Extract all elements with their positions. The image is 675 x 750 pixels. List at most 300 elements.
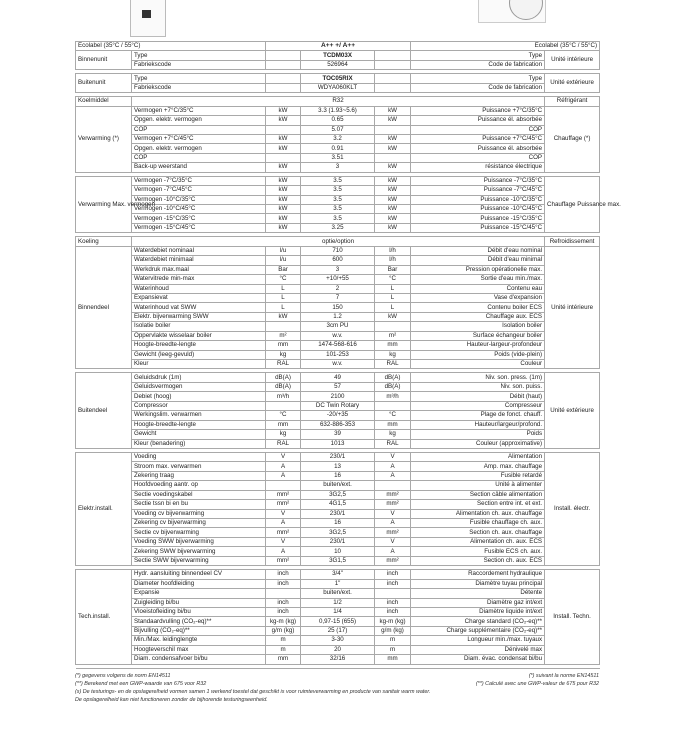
section-value: optie/option [132, 237, 545, 246]
param-label-nl: Expansievat [132, 293, 266, 302]
section-label-nl: Binnendeel [76, 246, 132, 369]
param-label-nl: Kleur [132, 360, 266, 369]
spec-row [76, 411, 600, 420]
param-label-fr: Puissance él. absorbée [411, 144, 545, 153]
param-value: 3-30 [301, 636, 375, 645]
param-label-fr: Pression opérationelle max. [411, 265, 545, 274]
unit-nl: kW [266, 223, 301, 232]
param-label-nl: Vermogen -15°C/35°C [132, 214, 266, 223]
spec-row [76, 116, 600, 125]
param-value: 3.5 [301, 195, 375, 204]
section-label-nl: Binnenunit [76, 51, 132, 70]
ecolabel-value: A++ +/ A++ [266, 42, 411, 51]
unit-nl: inch [266, 579, 301, 588]
param-label-nl: Hoofdvoeding aantr. op [132, 481, 266, 490]
spec-row [76, 134, 600, 143]
param-value: 710 [301, 246, 375, 255]
spec-row [76, 284, 600, 293]
param-label-fr: Puissance -15°C/35°C [411, 214, 545, 223]
note-3: (s) De testurings- en de opslagerelheid vormen samen 1 werkend toestel dat geschikt is voor ruimteverwarming en producte van sanitair warm water. [75, 689, 431, 695]
section-label-nl: Tech.install. [76, 570, 132, 664]
param-value: 632-886-353 [301, 420, 375, 429]
spec-row [76, 528, 600, 537]
spec-row [76, 607, 600, 616]
unit-fr: °C [375, 411, 411, 420]
param-label-nl: Diam. condensafvoer bi/bu [132, 655, 266, 664]
spec-row [76, 430, 600, 439]
param-value: -20/+35 [301, 411, 375, 420]
param-label-nl: Bijvulling (CO₂-eq)** [132, 626, 266, 635]
unit-fr: l/h [375, 246, 411, 255]
param-label-fr: Alimentation ch. aux. ECS [411, 537, 545, 546]
param-label-nl: Min./Max. leidinglengte [132, 636, 266, 645]
param-value: 3G1,5 [301, 556, 375, 565]
unit-nl: kW [266, 163, 301, 172]
param-label-fr: Détente [411, 589, 545, 598]
param-label-fr: Chauffage aux. ECS [411, 312, 545, 321]
unit-fr [375, 401, 411, 410]
unit-fr: kW [375, 176, 411, 185]
unit-fr: g/m (kg) [375, 626, 411, 635]
param-label-nl: Gewicht [132, 430, 266, 439]
section-label-fr: Install. électr. [545, 452, 600, 565]
spec-row [76, 256, 600, 265]
unit-fr: kW [375, 144, 411, 153]
unit-nl: Bar [266, 265, 301, 274]
param-value: 3cm PU [301, 322, 375, 331]
param-value: 1.2 [301, 312, 375, 321]
param-label-fr: Section ch. aux. ECS [411, 556, 545, 565]
unit-fr: A [375, 519, 411, 528]
unit-fr [375, 153, 411, 162]
param-label-nl: Voeding [132, 452, 266, 461]
unit-nl: kg [266, 350, 301, 359]
param-value: buiten/ext. [301, 589, 375, 598]
param-label-fr: Niv. son. puiss. [411, 382, 545, 391]
param-value: 150 [301, 303, 375, 312]
unit-fr: mm [375, 655, 411, 664]
param-value: 1/4 [301, 607, 375, 616]
spec-row [76, 153, 600, 162]
section-label-nl: Verwarming (*) [76, 106, 132, 172]
param-label-nl: Fabriekscode [132, 83, 266, 92]
param-label-fr: Couleur [411, 360, 545, 369]
spec-row [76, 570, 600, 579]
param-value: 2 [301, 284, 375, 293]
unit-nl: kW [266, 134, 301, 143]
unit-nl [266, 60, 301, 69]
unit-fr [375, 481, 411, 490]
spec-row [76, 509, 600, 518]
param-label-nl: Voeding cv bijverwarming [132, 509, 266, 518]
unit-fr: mm² [375, 528, 411, 537]
spec-row [76, 205, 600, 214]
spec-row [76, 60, 600, 69]
param-label-nl: Zekering cv bijverwarming [132, 519, 266, 528]
section-label-nl: Elektr.install. [76, 452, 132, 565]
param-label-nl: Vermogen -10°C/35°C [132, 195, 266, 204]
unit-nl: kg-m (kg) [266, 617, 301, 626]
unit-fr: kW [375, 195, 411, 204]
unit-fr [375, 83, 411, 92]
param-label-fr: COP [411, 125, 545, 134]
unit-fr: inch [375, 570, 411, 579]
outdoor-unit-photo [478, 0, 546, 23]
unit-nl: L [266, 303, 301, 312]
section-label-fr: Chauffage (*) [545, 106, 600, 172]
spec-row [76, 186, 600, 195]
unit-nl: L [266, 284, 301, 293]
param-label-fr: Fusible retardé [411, 471, 545, 480]
unit-fr: kW [375, 163, 411, 172]
param-label-nl: Hoogte-breedte-lengte [132, 420, 266, 429]
param-value: 600 [301, 256, 375, 265]
unit-fr: mm² [375, 490, 411, 499]
param-value: 1/2 [301, 598, 375, 607]
section-gap [76, 664, 600, 668]
param-label-fr: Alimentation ch. aux. chauffage [411, 509, 545, 518]
spec-row [76, 636, 600, 645]
spec-row [76, 322, 600, 331]
param-label-fr: Couleur (approximative) [411, 439, 545, 448]
param-value: 13 [301, 462, 375, 471]
param-value: 39 [301, 430, 375, 439]
spec-row [76, 382, 600, 391]
unit-nl: V [266, 537, 301, 546]
spec-row [76, 655, 600, 664]
param-label-nl: Zekering SWW bijverwarming [132, 547, 266, 556]
footnotes [75, 672, 599, 704]
gap-cell [76, 664, 600, 668]
spec-row [76, 500, 600, 509]
unit-nl: °C [266, 411, 301, 420]
unit-nl: A [266, 462, 301, 471]
param-label-nl: Sectie cv bijverwarming [132, 528, 266, 537]
section-label-fr: Unité intérieure [545, 246, 600, 369]
param-value: buiten/ext. [301, 481, 375, 490]
unit-nl: kW [266, 176, 301, 185]
param-value: 16 [301, 519, 375, 528]
param-label-fr: Puissance -7°C/45°C [411, 186, 545, 195]
spec-row [76, 74, 600, 83]
param-label-nl: Hoogte-breedte-lengte [132, 341, 266, 350]
spec-row [76, 303, 600, 312]
param-value: 3G2,5 [301, 528, 375, 537]
spec-row [76, 617, 600, 626]
unit-fr: V [375, 452, 411, 461]
unit-fr: kg [375, 350, 411, 359]
unit-fr: L [375, 284, 411, 293]
param-value: 3.3 (1.93~5.6) [301, 106, 375, 115]
section-label-fr: Unité extérieure [545, 373, 600, 449]
unit-nl: kW [266, 106, 301, 115]
spec-row [76, 331, 600, 340]
section-label-fr: Unité extérieure [545, 74, 600, 93]
unit-nl: RAL [266, 439, 301, 448]
spec-row [76, 598, 600, 607]
param-value: 25 (17) [301, 626, 375, 635]
unit-nl: kW [266, 312, 301, 321]
param-label-fr: Type [411, 51, 545, 60]
unit-nl [266, 401, 301, 410]
param-label-fr: COP [411, 153, 545, 162]
note-2-nl: (**) Berekend met een GWP-waarde van 675 voor R32 [75, 681, 207, 687]
section-label-nl: Buitendeel [76, 373, 132, 449]
unit-nl: dB(A) [266, 373, 301, 382]
param-value: TCDM03X [301, 51, 375, 60]
param-label-fr: Section ch. aux. chauffage [411, 528, 545, 537]
section-label-fr: Unité intérieure [545, 51, 600, 70]
spec-row [76, 589, 600, 598]
spec-row [76, 51, 600, 60]
unit-nl: mm [266, 655, 301, 664]
param-label-fr: Isolation boiler [411, 322, 545, 331]
param-value: 230/1 [301, 509, 375, 518]
unit-fr [375, 589, 411, 598]
note-2-fr: (**) Calculé avec une GWP-valeur de 675 pour R32 [475, 681, 599, 687]
param-label-nl: Watervitrede min-max [132, 275, 266, 284]
unit-fr: mm² [375, 556, 411, 565]
unit-fr: V [375, 537, 411, 546]
param-label-fr: Code de fabrication [411, 83, 545, 92]
param-label-nl: Vermogen +7°C/35°C [132, 106, 266, 115]
param-label-nl: Vloeistofleiding bi/bu [132, 607, 266, 616]
unit-fr: inch [375, 607, 411, 616]
unit-fr [375, 125, 411, 134]
param-value: 5.07 [301, 125, 375, 134]
section-value: R32 [132, 97, 545, 106]
param-label-fr: Puissance él. absorbée [411, 116, 545, 125]
unit-fr: inch [375, 579, 411, 588]
param-value: 49 [301, 373, 375, 382]
unit-fr: A [375, 471, 411, 480]
spec-row [76, 420, 600, 429]
param-label-fr: Contenu eau [411, 284, 545, 293]
param-value: 2100 [301, 392, 375, 401]
param-value: 3 [301, 163, 375, 172]
param-value: WDYA060KLT [301, 83, 375, 92]
param-label-fr: Amp. max. chauffage [411, 462, 545, 471]
param-label-nl: Stroom max. verwarmen [132, 462, 266, 471]
section-row [76, 97, 600, 106]
param-value: 57 [301, 382, 375, 391]
spec-row [76, 350, 600, 359]
unit-fr: A [375, 547, 411, 556]
ecolabel-row [76, 42, 600, 51]
unit-fr: kW [375, 186, 411, 195]
param-label-nl: Standaardvulling (CO₂-eq)** [132, 617, 266, 626]
param-label-nl: Waterinhoud [132, 284, 266, 293]
param-label-fr: Code de fabrication [411, 60, 545, 69]
param-label-fr: Puissance -10°C/45°C [411, 205, 545, 214]
unit-fr: L [375, 303, 411, 312]
unit-nl: V [266, 509, 301, 518]
param-label-nl: Elektr. bijverwarming SWW [132, 312, 266, 321]
param-value: w.v. [301, 331, 375, 340]
spec-row [76, 223, 600, 232]
indoor-unit-photo [130, 0, 166, 37]
unit-fr: RAL [375, 360, 411, 369]
param-value: 0,97-15 (655) [301, 617, 375, 626]
unit-nl: A [266, 547, 301, 556]
spec-row [76, 144, 600, 153]
param-value: 1" [301, 579, 375, 588]
param-label-fr: Section câble alimentation [411, 490, 545, 499]
spec-row [76, 246, 600, 255]
param-label-fr: Diamètre gaz int/ext [411, 598, 545, 607]
section-label-nl: Verwarming Max. vermogen [76, 176, 132, 233]
param-label-fr: Diam. évac. condensat bi/bu [411, 655, 545, 664]
spec-row [76, 214, 600, 223]
unit-fr: °C [375, 275, 411, 284]
param-label-nl: Zuigleiding bi/bu [132, 598, 266, 607]
unit-fr [375, 51, 411, 60]
param-label-nl: Vermogen -10°C/45°C [132, 205, 266, 214]
param-label-fr: Plage de fonct. chauff. [411, 411, 545, 420]
param-label-nl: Gewicht (leeg-gevuld) [132, 350, 266, 359]
unit-fr: mm² [375, 500, 411, 509]
unit-nl: dB(A) [266, 382, 301, 391]
param-label-fr: Débit (haut) [411, 392, 545, 401]
unit-nl: kg [266, 430, 301, 439]
param-value: 3.51 [301, 153, 375, 162]
param-value: 3.5 [301, 186, 375, 195]
unit-nl: mm [266, 341, 301, 350]
spec-row [76, 312, 600, 321]
spec-row [76, 547, 600, 556]
param-label-fr: Contenu boiler ECS [411, 303, 545, 312]
unit-fr: kW [375, 134, 411, 143]
param-label-fr: Section entre int. et ext. [411, 500, 545, 509]
param-label-nl: Vermogen +7°C/45°C [132, 134, 266, 143]
param-value: 1474-568-616 [301, 341, 375, 350]
section-label-fr: Réfrigérant [545, 97, 600, 106]
param-label-fr: Hauteur/largeur/profond. [411, 420, 545, 429]
unit-nl [266, 153, 301, 162]
spec-row [76, 125, 600, 134]
spec-row [76, 537, 600, 546]
param-value: 3.5 [301, 176, 375, 185]
spec-row [76, 439, 600, 448]
unit-nl [266, 74, 301, 83]
param-label-fr: Puissance -7°C/35°C [411, 176, 545, 185]
param-label-nl: Geluidsdruk (1m) [132, 373, 266, 382]
param-label-nl: Debiet (hoog) [132, 392, 266, 401]
unit-nl: V [266, 452, 301, 461]
param-label-nl: Opgen. elektr. vermogen [132, 116, 266, 125]
unit-nl: mm² [266, 556, 301, 565]
param-label-fr: Surface échangeur boiler [411, 331, 545, 340]
param-label-fr: Diamètre liquide int/ext [411, 607, 545, 616]
spec-row [76, 176, 600, 185]
unit-nl [266, 51, 301, 60]
spec-row [76, 265, 600, 274]
param-value: 3 [301, 265, 375, 274]
unit-nl [266, 322, 301, 331]
param-label-fr: Débit d'eau minimal [411, 256, 545, 265]
unit-fr: V [375, 509, 411, 518]
param-label-nl: Fabriekscode [132, 60, 266, 69]
unit-nl: kW [266, 144, 301, 153]
unit-nl: g/m (kg) [266, 626, 301, 635]
spec-row [76, 462, 600, 471]
param-label-fr: Diamètre tuyau principal [411, 579, 545, 588]
param-label-nl: Hoogteverschil max [132, 645, 266, 654]
unit-nl [266, 83, 301, 92]
param-label-fr: Sortie d'eau min./max. [411, 275, 545, 284]
note-4: De opslagerelheid kan niet functioneren zonder de bijhorende testuringseenheid. [75, 697, 268, 703]
note-1-fr: (*) suivant la norme EN14511 [528, 673, 599, 679]
unit-nl: m [266, 645, 301, 654]
param-label-nl: COP [132, 153, 266, 162]
section-label-nl: Buitenunit [76, 74, 132, 93]
unit-fr: kW [375, 214, 411, 223]
param-label-nl: Type [132, 51, 266, 60]
unit-fr: L [375, 293, 411, 302]
param-value: 10 [301, 547, 375, 556]
param-value: 4G1,5 [301, 500, 375, 509]
param-label-nl: Type [132, 74, 266, 83]
param-value: 526964 [301, 60, 375, 69]
unit-nl: kW [266, 186, 301, 195]
unit-nl: RAL [266, 360, 301, 369]
unit-fr: inch [375, 598, 411, 607]
unit-nl: kW [266, 205, 301, 214]
spec-row [76, 471, 600, 480]
unit-nl: inch [266, 607, 301, 616]
param-label-nl: Opgen. elektr. vermogen [132, 144, 266, 153]
unit-fr: mm [375, 341, 411, 350]
param-label-fr: Charge supplémentaire (CO₂-eq)** [411, 626, 545, 635]
param-label-fr: Compresseur [411, 401, 545, 410]
param-label-nl: Zekering traag [132, 471, 266, 480]
spec-row [76, 275, 600, 284]
spec-row [76, 293, 600, 302]
spec-row [76, 373, 600, 382]
unit-nl: l/u [266, 246, 301, 255]
spec-row [76, 626, 600, 635]
param-value: 230/1 [301, 452, 375, 461]
product-photos [0, 0, 675, 38]
param-label-nl: Waterdebiet minimaal [132, 256, 266, 265]
spec-row [76, 163, 600, 172]
section-label-fr: Chauffage Puissance max. [545, 176, 600, 233]
param-label-fr: Unité à alimenter [411, 481, 545, 490]
param-value: 1013 [301, 439, 375, 448]
unit-nl: inch [266, 598, 301, 607]
param-label-nl: Sectie SWW bijverwarming [132, 556, 266, 565]
param-label-nl: Sectie voedingskabel [132, 490, 266, 499]
param-label-fr: Puissance +7°C/45°C [411, 134, 545, 143]
spec-row [76, 195, 600, 204]
param-label-fr: Alimentation [411, 452, 545, 461]
param-label-nl: Hydr. aansluiting binnendeel CV [132, 570, 266, 579]
spec-row [76, 579, 600, 588]
spec-row [76, 83, 600, 92]
unit-fr [375, 74, 411, 83]
param-value: 16 [301, 471, 375, 480]
unit-fr: kW [375, 106, 411, 115]
unit-nl: l/u [266, 256, 301, 265]
param-label-nl: Back-up weerstand [132, 163, 266, 172]
spec-row [76, 519, 600, 528]
unit-fr: kg-m (kg) [375, 617, 411, 626]
param-label-fr: Raccordement hydraulique [411, 570, 545, 579]
param-label-fr: Fusible ECS ch. aux. [411, 547, 545, 556]
param-value: 3.2 [301, 134, 375, 143]
section-label-nl: Koelmiddel [76, 97, 132, 106]
param-label-nl: Vermogen -7°C/35°C [132, 176, 266, 185]
